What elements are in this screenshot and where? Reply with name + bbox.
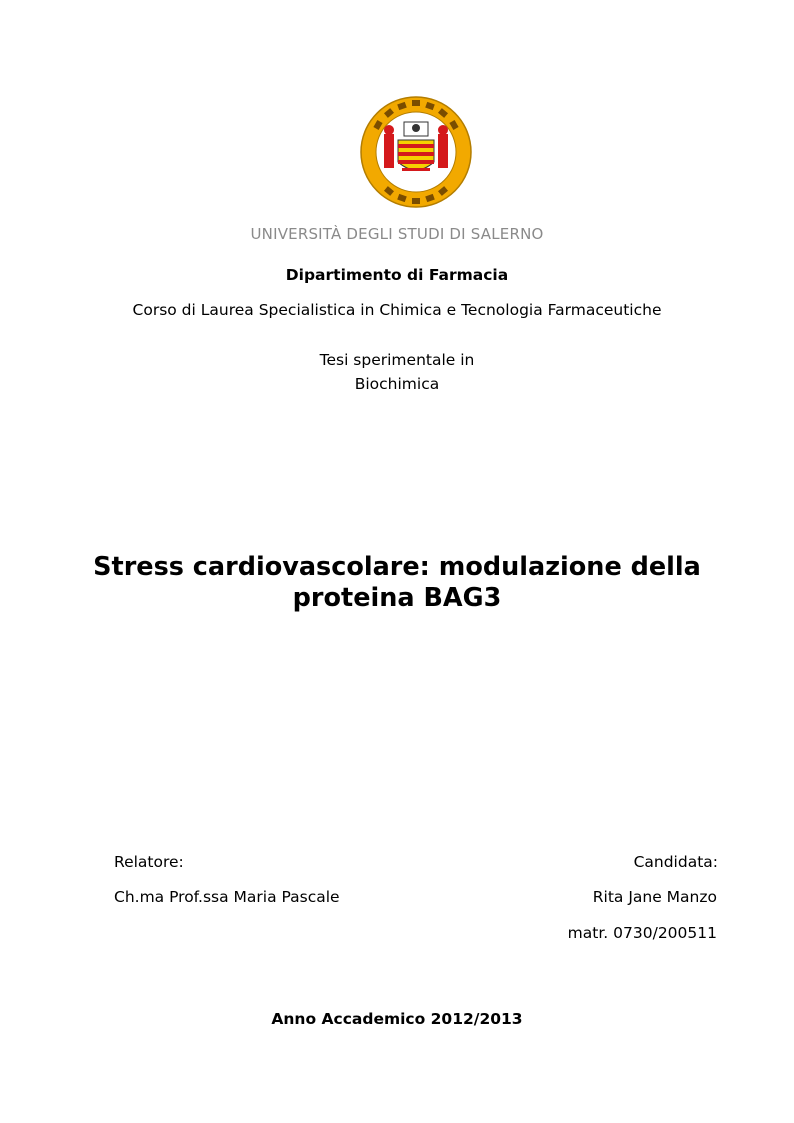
university-name: UNIVERSITÀ DEGLI STUDI DI SALERNO [250,225,544,243]
academic-year: Anno Accademico 2012/2013 [271,1010,523,1028]
thesis-title-line1: Stress cardiovascolare: modulazione della [93,552,701,582]
thesis-title-line2: proteina BAG3 [292,583,502,613]
candidate-name: Rita Jane Manzo [592,888,717,906]
thesis-title [0,552,794,614]
course-name: Corso di Laurea Specialistica in Chimica e Tecnologia Farmaceutiche [132,301,662,319]
thesis-subject: Biochimica [354,375,440,393]
candidate-matriculation: matr. 0730/200511 [567,924,717,942]
university-seal-icon [360,96,472,208]
candidate-label: Candidata: [633,853,718,871]
supervisor-label: Relatore: [114,853,184,871]
thesis-type: Tesi sperimentale in [319,351,475,369]
department-name: Dipartimento di Farmacia [285,266,509,284]
supervisor-name: Ch.ma Prof.ssa Maria Pascale [114,888,340,906]
